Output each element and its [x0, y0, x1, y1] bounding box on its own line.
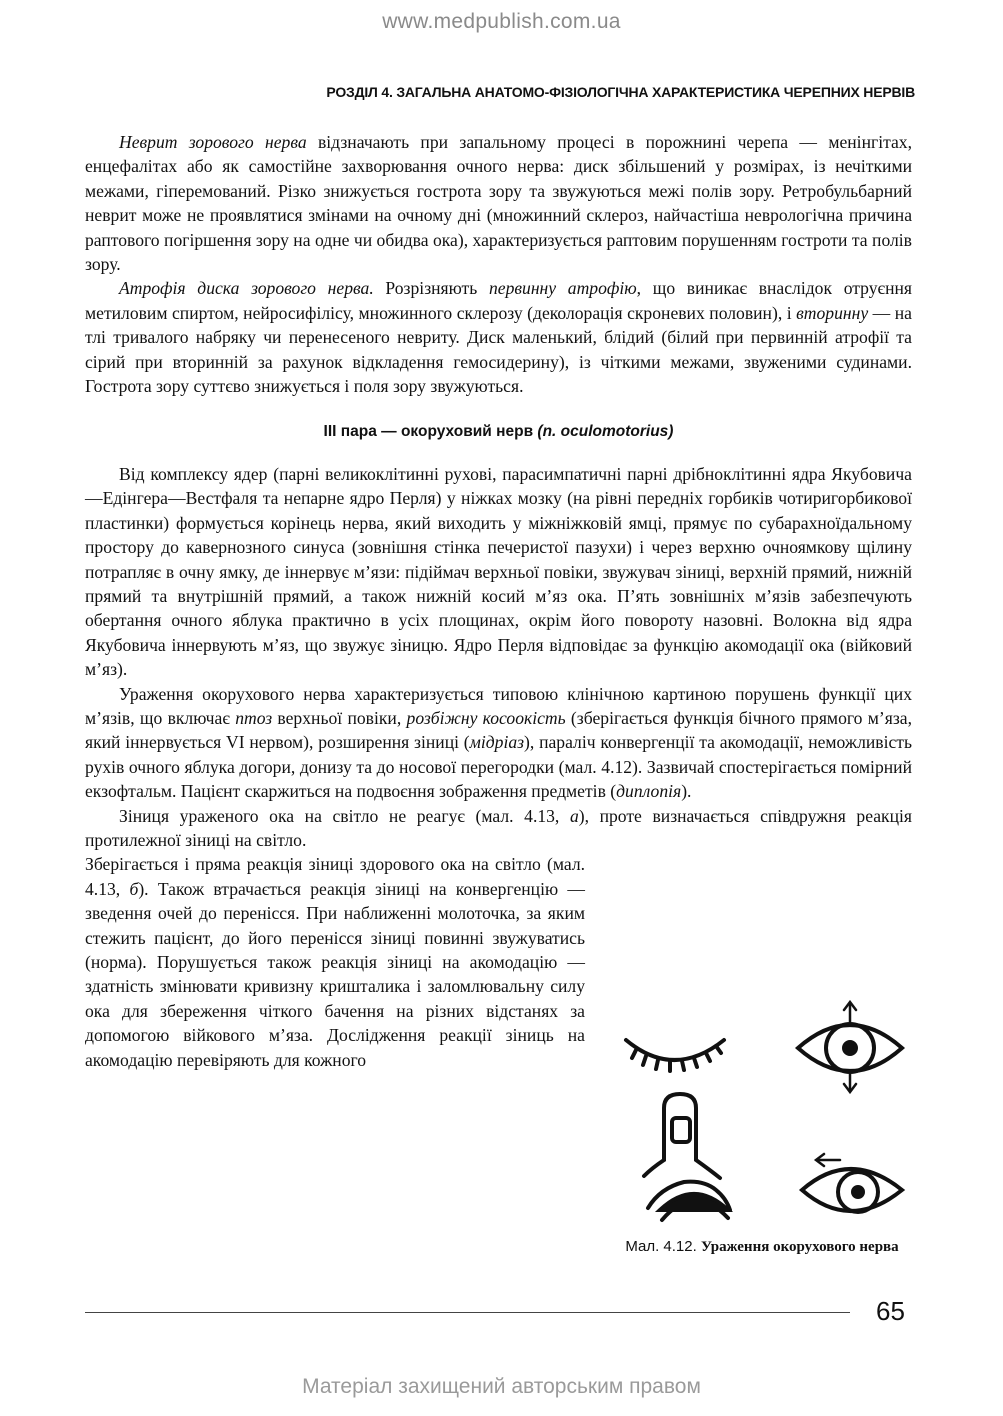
- section-heading: [85, 420, 912, 444]
- figure-title: Ураження окорухового нерва: [700, 1239, 899, 1255]
- page-body: [85, 130, 912, 1072]
- figure-label: Мал. 4.12.: [625, 1238, 697, 1255]
- term-secondary: вторинну: [796, 302, 869, 323]
- finger-dilated-pupil-icon: [644, 1094, 730, 1220]
- heading-latin: (n. oculomotorius): [537, 423, 674, 441]
- paragraph-lesion: [85, 682, 912, 804]
- figure-ref-a: а: [569, 805, 579, 826]
- paragraph-accommodation: [85, 852, 585, 1072]
- term-mydriasis: мідріаз: [469, 732, 525, 753]
- paragraph-text: Розрізняють: [373, 278, 489, 299]
- term-optic-atrophy: Атрофія диска зорового нерва.: [119, 278, 374, 299]
- term-optic-neuritis: Неврит зорового нерва: [119, 132, 307, 152]
- closed-eye-icon: [626, 1040, 724, 1071]
- paragraph-text: ), проте визначається співдружня реакція протилежної зіниці на світло.: [85, 805, 912, 850]
- page-number: 65: [876, 1296, 905, 1326]
- running-head: РОЗДІЛ 4. ЗАГАЛЬНА АНАТОМО-ФІЗІОЛОГІЧНА ХАРАКТЕРИСТИКА ЧЕРЕПНИХ НЕРВІВ: [326, 84, 915, 100]
- copyright-watermark: Матеріал захищений авторським правом: [302, 1375, 701, 1398]
- paragraph-text: верхньої повіки,: [272, 707, 407, 728]
- paragraph-text: ), параліч конвергенції та акомодації, неможливість рухів очного яблука догори, донизу та до носової перегородки (мал. 4.12). Зазвичай спостерігається помірний екзофтальм. Пацієнт скаржиться на подвоєння зображення предметів (: [85, 732, 912, 802]
- paragraph-text: (зберігається функція бічного прямого м’яза, який іннервується VI нервом), розширення зіниці (: [85, 707, 912, 753]
- watermark-url: www.medpublish.com.ua: [382, 10, 621, 33]
- term-primary-atrophy: первинну атрофію: [488, 278, 637, 299]
- term-strabismus: розбіжну косоокість: [406, 707, 566, 728]
- paragraph-pupil-reaction: [85, 804, 912, 853]
- term-ptosis: птоз: [235, 707, 273, 728]
- paragraph-text: відзначають при запальному процесі в порожнині черепа — менінгітах, енцефалітах або як самостійне захворювання очного нерва: диск збільшений у розмірах, із нечіткими межами, гіперемований. Різко знижується гострота зору та звужуються межі полів зору. Ретробульбарний неврит може не проявлятися змінами на очному дні (множинний склероз, найчастіша неврологічна причина раптового погіршення зору на одне чи обидва ока), характеризується раптовим порушенням гостроти та полів зору.: [85, 132, 912, 275]
- figure-ref-b: б: [129, 878, 139, 899]
- figure-illustration: [612, 1000, 912, 1230]
- paragraph-text: ). Також втрачається реакція зіниці на конвергенцію — зведення очей до перенісся. При наближенні молоточка, за яким стежить пацієнт, до його перенісся зіниці повинні звужуватись (норма). Порушується також реакція зіниці на акомодацію — здатність змінювати кривизну кришталика і заломлювальну силу ока для збереження чіткого бачення на різних відстанях за допомогою війкового м’яза. Дослідження реакції зіниць на акомодацію перевіряють для кожного: [85, 878, 585, 1070]
- paragraph-optic-atrophy: [85, 276, 912, 398]
- paragraph-text: Ураження окорухового нерва характеризується типовою клінічною картиною порушень функції цих м’язів, що включає: [85, 683, 912, 728]
- paragraph-text: ).: [681, 781, 692, 802]
- paragraph-anatomy: Від комплексу ядер (парні великоклітинні рухові, парасимпатичні парні дрібноклітинні ядра Якубовича—Едінгера—Вестфаля та непарне ядро Перля) у ніжках мозку (на рівні передніх горбиків чотиригорбикової пластинки) формується корінець нерва, який виходить у міжніжковій ямці, прямує по субарахноїдальному простору до кавернозного синуса (зовнішня стінка печеристої пазухи) і через верхню очноямкову щілину потрапляє в очну ямку, де іннервує м’язи: підіймач верхньої повіки, звужувач зіниці, верхній прямий, нижній прямий та внутрішній прямий, а також нижній косий м’яз ока. П’ять зовнішніх м’язів забезпечують обертання очного яблука практично в усіх площинах, окрім його повороту назовні. Волокна від ядра Якубовича іннервують м’яз, що звужує зіницю. Ядро Перля відповідає за функцію акомодації ока (війковий м’яз).: [85, 463, 912, 680]
- figure-caption: [612, 1236, 912, 1258]
- heading-main: III пара — окоруховий нерв: [323, 423, 538, 441]
- term-diplopia: диплопія: [616, 781, 682, 802]
- paragraph-text: Зберігається і пряма реакція зіниці здорового ока на світло (мал. 4.13,: [85, 854, 585, 899]
- paragraph-text: , що виникає внаслідок отруєння метиловим спиртом, нейросифілісу, множинного склерозу (деколорація скроневих половин), і: [85, 278, 912, 323]
- footer-divider: [85, 1312, 850, 1313]
- paragraph-text: — на тлі тривалого набряку чи перенесеного невриту. Диск маленький, блідий (білий при первинній атрофії та сірий при вторинній за рахунок відкладення гемосидерину), із чіткими межами, звуженими судинами. Гострота зору суттєво знижується і поля зору звужуються.: [85, 302, 912, 397]
- paragraph-optic-neuritis: [85, 130, 912, 276]
- eye-lateral-gaze-icon: [802, 1154, 902, 1212]
- figure-4-12: [612, 1000, 912, 1258]
- paragraph-text: Зіниця ураженого ока на світло не реагує (мал. 4.13,: [119, 805, 570, 826]
- eye-vertical-gaze-icon: [798, 1002, 902, 1092]
